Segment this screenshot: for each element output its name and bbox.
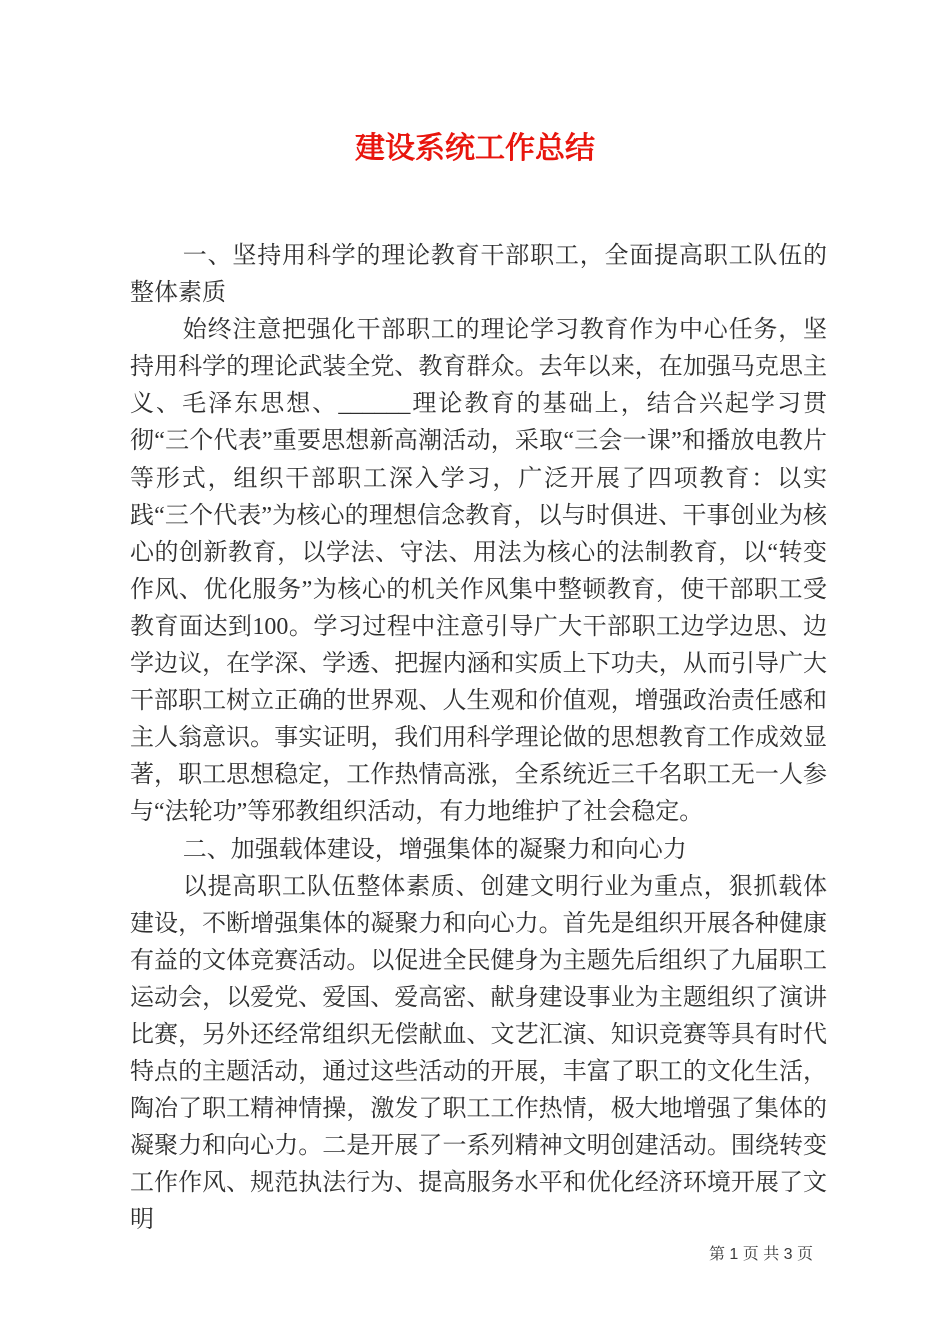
page-number-label: 第 1 页 共 3 页 bbox=[708, 1246, 813, 1263]
section-heading-2: 二、加强载体建设，增强集体的凝聚力和向心力 bbox=[182, 836, 687, 863]
section-heading-1: 一、坚持用科学的理论教育干部职工，全面提高职工队伍的整体素质 bbox=[130, 243, 827, 307]
document-body bbox=[130, 238, 827, 1240]
body-paragraph-1: 始终注意把强化干部职工的理论学习教育作为中心任务，坚持用科学的理论武装全党、教育群众。去年以来，在加强马克思主义、毛泽东思想、______理论教育的基础上，结合兴起学习贯彻“三个代表”重要思想新高潮活动，采取“三会一课”和播放电教片等形式，组织干部职工深入学习，广泛开展了四项教育：以实践“三个代表”为核心的理想信念教育，以与时俱进、干事创业为核心的创新教育，以学法、守法、用法为核心的法制教育，以“转变作风、优化服务”为核心的机关作风集中整顿教育，使干部职工受教育面达到100。学习过程中注意引导广大干部职工边学边思、边学边议，在学深、学透、把握内涵和实质上下功夫，从而引导广大干部职工树立正确的世界观、人生观和价值观，增强政治责任感和主人翁意识。事实证明，我们用科学理论做的思想教育工作成效显著，职工思想稳定，工作热情高涨，全系统近三千名职工无一人参与“法轮功”等邪教组织活动，有力地维护了社会稳定。 bbox=[130, 317, 827, 826]
body-paragraph-2: 以提高职工队伍整体素质、创建文明行业为重点，狠抓载体建设，不断增强集体的凝聚力和向心力。首先是组织开展各种健康有益的文体竞赛活动。以促进全民健身为主题先后组织了九届职工运动会，以爱党、爱国、爱高密、献身建设事业为主题组织了演讲比赛，另外还经常组织无偿献血、文艺汇演、知识竞赛等具有时代特点的主题活动，通过这些活动的开展，丰富了职工的文化生活，陶冶了职工精神情操，激发了职工工作热情，极大地增强了集体的凝聚力和向心力。二是开展了一系列精神文明创建活动。围绕转变工作作风、规范执法行为、提高服务水平和优化经济环境开展了文明 bbox=[130, 873, 827, 1234]
document-title: 建设系统工作总结 bbox=[355, 132, 595, 165]
